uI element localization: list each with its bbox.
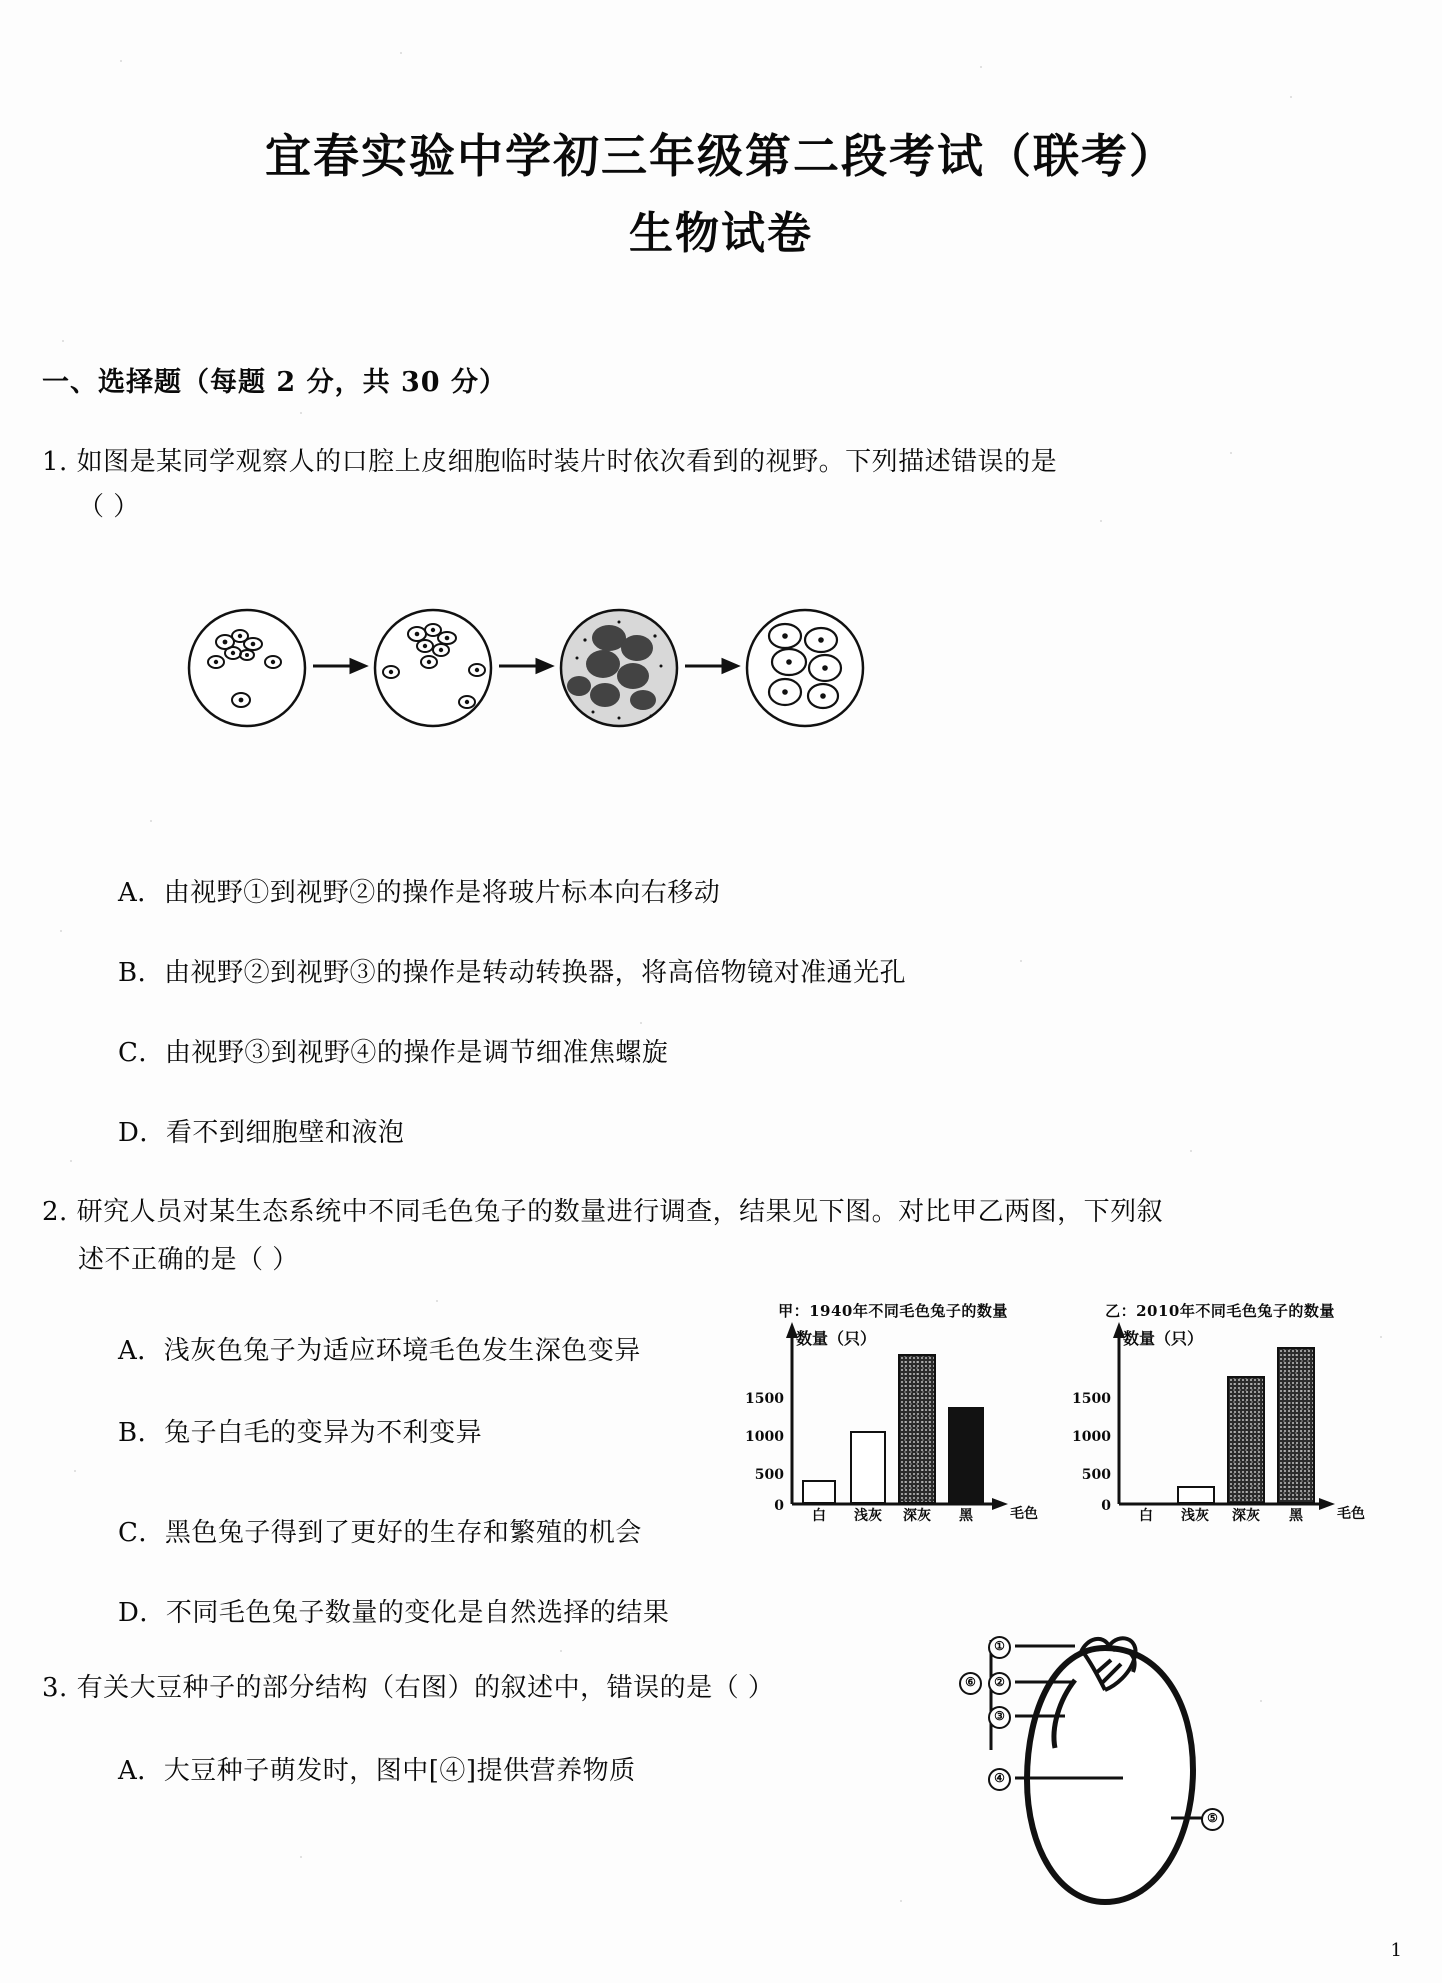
seed-label-4: ④ (988, 1768, 1011, 1791)
chart-1-bar-dark-gray (898, 1354, 936, 1504)
seed-label-5: ⑤ (1201, 1808, 1224, 1831)
chart-2-bar-light-gray (1177, 1486, 1215, 1504)
soybean-seed-figure (955, 1630, 1225, 1930)
question-3-stem (42, 1668, 942, 1708)
question-1-text: 如图是某同学观察人的口腔上皮细胞临时装片时依次看到的视野。下列描述错误的是 (76, 447, 1058, 477)
chart-2-cat-black: 黑 (1289, 1508, 1303, 1524)
chart-1-axes (728, 1300, 1058, 1515)
chart-1-ylabel: 数量（只） (796, 1329, 877, 1348)
question-2-stem (42, 1192, 1382, 1232)
chart-2-cat-dark-gray: 深灰 (1232, 1508, 1260, 1524)
chart-2-cat-white: 白 (1139, 1508, 1153, 1524)
chart-2-xlabel: 毛色 (1337, 1506, 1365, 1522)
chart-1-cat-black: 黑 (959, 1508, 973, 1524)
field-of-view-2 (375, 610, 491, 726)
chart-1-title: 甲：1940年不同毛色兔子的数量 (778, 1302, 1008, 1320)
chart-2-bar-black (1277, 1347, 1315, 1504)
chart-1940-rabbit-counts (728, 1300, 1058, 1524)
chart-2-title: 乙：2010年不同毛色兔子的数量 (1105, 1302, 1335, 1320)
chart-1-cat-light-gray: 浅灰 (854, 1508, 882, 1524)
section-heading: 一、选择题（每题 2 分，共 30 分） (42, 367, 507, 398)
question-1-option-c[interactable]: C．由视野③到视野④的操作是调节细准焦螺旋 (118, 1038, 669, 1068)
arrow-2 (499, 660, 551, 672)
chart-1-ytick-1500: 1500 (745, 1391, 784, 1407)
arrow-1 (313, 660, 365, 672)
page-number: 1 (1390, 1940, 1402, 1961)
chart-1-cat-dark-gray: 深灰 (903, 1508, 931, 1524)
chart-2-ytick-0: 0 (1101, 1498, 1111, 1514)
question-1-stem (42, 442, 1362, 482)
question-1-answer-blank[interactable]: （ ） (78, 492, 140, 522)
microscope-fields-svg (185, 600, 865, 740)
chart-1-cat-white: 白 (812, 1508, 826, 1524)
arrow-3 (685, 660, 737, 672)
question-2-number: 2. (42, 1197, 68, 1227)
question-2-option-d[interactable]: D．不同毛色兔子数量的变化是自然选择的结果 (118, 1598, 670, 1628)
chart-1-bar-white (802, 1480, 836, 1504)
field-of-view-1 (189, 610, 305, 726)
page-title: 宜春实验中学初三年级第二段考试（联考） (265, 129, 1177, 183)
field-of-view-3 (561, 610, 677, 726)
seed-label-2: ② (988, 1672, 1011, 1695)
question-2-option-c[interactable]: C．黑色兔子得到了更好的生存和繁殖的机会 (118, 1518, 642, 1548)
seed-label-1: ① (988, 1636, 1011, 1659)
seed-label-3: ③ (988, 1706, 1011, 1729)
question-2-option-b[interactable]: B．兔子白毛的变异为不利变异 (118, 1418, 483, 1448)
chart-1-xlabel: 毛色 (1010, 1506, 1038, 1522)
field-of-view-4 (747, 610, 863, 726)
chart-1-ytick-1000: 1000 (745, 1429, 784, 1445)
chart-2-ylabel: 数量（只） (1123, 1329, 1204, 1348)
chart-2-ytick-1000: 1000 (1072, 1429, 1111, 1445)
question-3-text: 有关大豆种子的部分结构（右图）的叙述中，错误的是（ ） (76, 1673, 775, 1703)
question-3-number: 3. (42, 1673, 68, 1703)
question-1-option-b[interactable]: B．由视野②到视野③的操作是转动转换器，将高倍物镜对准通光孔 (118, 958, 907, 988)
chart-1-ytick-0: 0 (774, 1498, 784, 1514)
question-2-option-a[interactable]: A．浅灰色兔子为适应环境毛色发生深色变异 (118, 1336, 641, 1366)
chart-2010-rabbit-counts (1055, 1300, 1385, 1524)
chart-1-ytick-500: 500 (754, 1467, 784, 1483)
chart-1-bar-black (948, 1407, 984, 1504)
chart-2-cat-light-gray: 浅灰 (1181, 1508, 1209, 1524)
chart-2-ytick-500: 500 (1081, 1467, 1111, 1483)
question-1-number: 1. (42, 447, 68, 477)
chart-2-bar-dark-gray (1227, 1376, 1265, 1504)
chart-1-bar-light-gray (850, 1431, 886, 1504)
question-3-option-a[interactable]: A．大豆种子萌发时，图中[④]提供营养物质 (118, 1756, 636, 1786)
question-2-answer-blank[interactable]: 述不正确的是（ ） (78, 1245, 299, 1275)
chart-2-axes (1055, 1300, 1385, 1515)
page-subtitle: 生物试卷 (629, 208, 813, 259)
seed-label-6: ⑥ (959, 1672, 982, 1695)
question-1-option-d[interactable]: D．看不到细胞壁和液泡 (118, 1118, 405, 1148)
chart-2-ytick-1500: 1500 (1072, 1391, 1111, 1407)
microscope-fields-figure (185, 600, 865, 740)
question-1-option-a[interactable]: A．由视野①到视野②的操作是将玻片标本向右移动 (118, 878, 721, 908)
question-2-text: 研究人员对某生态系统中不同毛色兔子的数量进行调查，结果见下图。对比甲乙两图，下列叙 (76, 1197, 1164, 1227)
